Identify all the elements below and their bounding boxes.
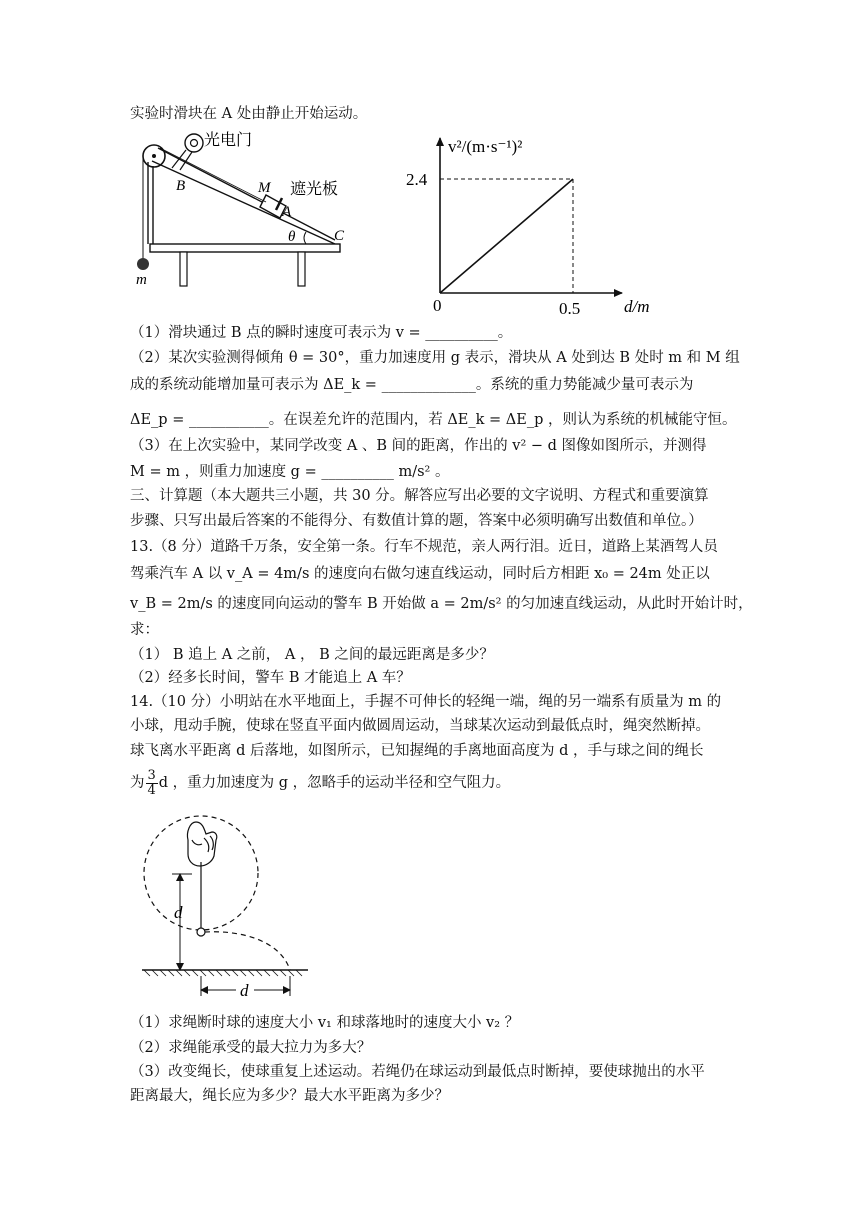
y-axis-label: v²/(m·s⁻¹)² <box>448 137 523 156</box>
q14-part1: （1）求绳断时球的速度大小 v₁ 和球落地时的速度大小 v₂ ？ <box>130 1015 520 1031</box>
q14-line2: 小球，甩动手腕，使球在竖直平面内做圆周运动，当球某次运动到最低点时，绳突然断掉。 <box>130 718 710 734</box>
hanging-mass <box>137 258 149 270</box>
fraction-three-quarters <box>146 769 158 798</box>
q13-line3: v_B = 2m/s 的速度同向运动的警车 B 开始做 a = 2m/s² 的匀加速直线运动，从此时开始计时， <box>130 596 753 612</box>
q12-part2-line3: ΔE_p = ___________。在误差允许的范围内，若 ΔE_k = ΔE_p ，则认为系统的机械能守恒。 <box>130 412 737 428</box>
x-axis-label: d/m <box>624 297 650 316</box>
point-b-label: B <box>176 178 186 194</box>
y-tick-label: 2.4 <box>406 170 428 189</box>
q13-line1: 13.（8 分）道路千万条，安全第一条。行车不规范，亲人两行泪。近日，道路上某酒驾人员 <box>130 539 718 555</box>
theta-label: θ <box>288 229 296 245</box>
section3-header-line1: 三、计算题（本大题共三小题，共 30 分。解答应写出必要的文字说明、方程式和重要演算 <box>130 488 709 504</box>
photogate-label: 光电门 <box>204 132 253 149</box>
fraction-numerator: 3 <box>147 767 156 783</box>
q14-line4-prefix: 为 <box>130 775 145 791</box>
q14-part3-line2: 距离最大，绳长应为多少？最大水平距离为多少？ <box>130 1088 449 1104</box>
hand-icon <box>187 822 216 866</box>
q14-part2: （2）求绳能承受的最大拉力为多大？ <box>130 1040 372 1056</box>
q13-line2: 驾乘汽车 A 以 v_A = 4m/s 的速度向右做匀速直线运动，同时后方相距 x₀ = 24m 处正以 <box>130 566 710 582</box>
point-c-label: C <box>334 228 345 244</box>
q12-part1: （1）滑块通过 B 点的瞬时速度可表示为 v = __________。 <box>130 325 513 341</box>
point-a-label: A <box>282 204 292 220</box>
q13-line4: 求： <box>130 622 159 638</box>
q14-line4 <box>130 768 740 798</box>
q12-part3-line1: （3）在上次实验中，某同学改变 A 、B 间的距离，作出的 v² − d 图像如图所示，并测得 <box>130 438 707 454</box>
q12-part2-line2: 成的系统动能增加量可表示为 ΔE_k = _____________。系统的重力势能减少量可表示为 <box>130 377 694 393</box>
distance-d-label: d <box>240 981 249 1000</box>
light-blocking-plate-label: 遮光板 <box>290 181 339 198</box>
section3-header-line2: 步骤、只写出最后答案的不能得分、有数值计算的题，答案中必须明确写出数值和单位。） <box>130 513 703 529</box>
q12-part3-line2: M = m ，则重力加速度 g = __________ m/s² 。 <box>130 464 450 480</box>
hanging-mass-label: m <box>136 272 147 288</box>
q13-part2: （2）经多长时间，警车 B 才能追上 A 车？ <box>130 670 411 686</box>
x-tick-label: 0.5 <box>559 299 581 318</box>
intro-text: 实验时滑块在 A 处由静止开始运动。 <box>130 106 368 122</box>
v2-d-graph <box>400 128 690 323</box>
mass-m-label: M <box>258 180 271 196</box>
q14-part3-line1: （3）改变绳长，使球重复上述运动。若绳仍在球运动到最低点时断掉，要使球抛出的水平 <box>130 1064 705 1080</box>
q13-part1: （1） B 追上 A 之前， A ， B 之间的最远距离是多少？ <box>130 647 494 663</box>
height-d-label: d <box>174 903 183 922</box>
q14-line1: 14.（10 分）小明站在水平地面上，手握不可伸长的轻绳一端，绳的另一端系有质量为 m 的 <box>130 694 722 710</box>
ball <box>197 928 205 936</box>
circular-motion-figure <box>140 810 310 1010</box>
q12-part2-line1: （2）某次实验测得倾角 θ = 30°，重力加速度用 g 表示，滑块从 A 处到达 B 处时 m 和 M 组 <box>130 350 740 366</box>
q14-line3: 球飞离水平距离 d 后落地，如图所示，已知握绳的手离地面高度为 d ，手与球之间的绳长 <box>130 743 704 759</box>
incline-apparatus-figure <box>130 128 360 298</box>
series-line <box>440 179 573 293</box>
photogate-icon <box>185 134 203 152</box>
q14-line4-suffix: d ，重力加速度为 g ，忽略手的运动半径和空气阻力。 <box>158 775 511 791</box>
fraction-denominator: 4 <box>147 782 156 798</box>
origin-label: 0 <box>433 296 442 315</box>
